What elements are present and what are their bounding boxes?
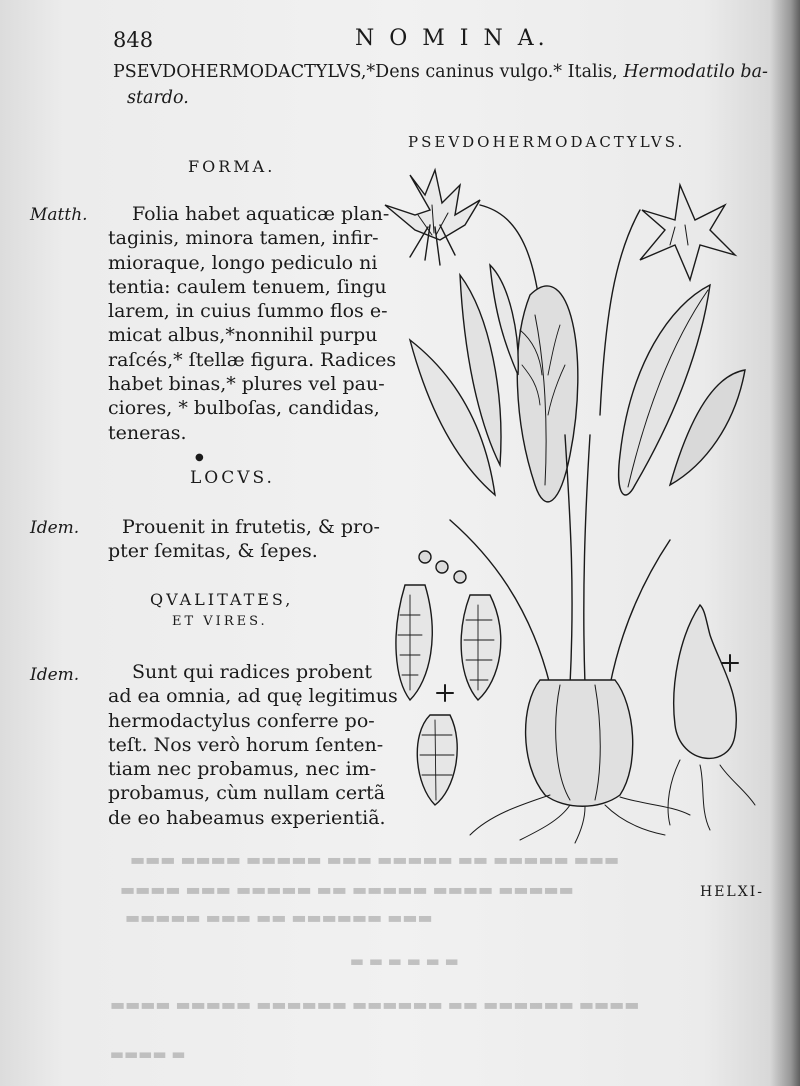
text-line: teneras. — [108, 421, 187, 444]
bleed-through-text: ▬ ▬▬▬▬ — [110, 1045, 186, 1063]
nomina-italic-text: Hermodatilo ba- — [623, 62, 768, 82]
locus-margin-note: Idem. — [30, 518, 80, 538]
seed-pod-icon — [417, 715, 457, 805]
figure-caption: PSEVDOHERMODACTYLVS. — [408, 133, 686, 151]
nomina-line — [113, 62, 768, 82]
forma-margin-note: Matth. — [30, 205, 88, 225]
locus-paragraph — [108, 515, 380, 564]
catchword: HELXI- — [700, 884, 764, 900]
running-title: N O M I N A. — [355, 26, 549, 51]
mottled-leaf-icon — [517, 286, 578, 502]
qualitates-margin-note: Idem. — [30, 665, 80, 685]
left-flower-icon — [385, 170, 480, 265]
text-line: hermodactylus conferre po- — [108, 709, 375, 732]
text-line: tiam nec probamus, nec im- — [108, 758, 377, 781]
text-line: ad ea omnia, ad quę legitimus — [108, 685, 398, 708]
text-line: Folia habet aquaticæ plan- — [132, 203, 390, 225]
seed-pod-icon — [461, 595, 501, 700]
bleed-through-text: ▬▬▬ ▬▬▬▬▬ ▬▬ ▬▬▬▬▬ ▬▬▬ ▬▬▬▬▬ ▬▬▬▬ ▬▬▬ — [130, 850, 620, 869]
text-line: mioraque, longo pediculo ni — [108, 251, 378, 274]
qualitates-paragraph — [108, 660, 398, 830]
nomina-main-text: PSEVDOHERMODACTYLVS,*Dens caninus vulgo.* Italis, — [113, 62, 618, 82]
forma-paragraph — [108, 202, 396, 445]
forma-heading: FORMA. — [188, 157, 276, 176]
text-line: tentia: caulem tenuem, ſingu — [108, 275, 387, 298]
bulb-icon — [526, 680, 633, 806]
bleed-through-text: ▬▬▬▬▬ ▬▬▬▬ ▬▬▬▬▬ ▬▬ ▬▬▬▬▬ ▬▬▬ ▬▬▬▬ — [120, 880, 574, 899]
page-gutter-shadow — [770, 0, 800, 1086]
bleed-through-text: ▬▬▬▬ ▬▬▬▬▬▬ ▬▬ ▬▬▬▬▬▬ ▬▬▬▬▬▬ ▬▬▬▬▬ ▬▬▬▬ — [110, 995, 640, 1014]
small-bulb-icon — [674, 605, 737, 758]
bleed-through-text: ▬▬▬ ▬▬▬▬▬▬ ▬▬ ▬▬▬ ▬▬▬▬▬ — [125, 908, 433, 927]
text-line: de eo habeamus experientiã. — [108, 806, 386, 829]
text-line: raſcés,* ſtellæ figura. Radices — [108, 348, 397, 371]
nomina-italic-continuation: stardo. — [127, 88, 189, 108]
text-line: Sunt qui radices probent — [132, 661, 372, 683]
text-line: pter ſemitas, & ſepes. — [108, 540, 318, 563]
seed-pod-icon — [396, 585, 432, 700]
text-line: Prouenit in frutetis, & pro- — [122, 516, 380, 538]
cross-mark-icon — [437, 685, 453, 701]
locus-heading: LOCVS. — [190, 468, 275, 488]
text-line: habet binas,* plures vel pau- — [108, 373, 385, 396]
qualitates-subheading: ET VIRES. — [172, 614, 268, 629]
right-flower-icon — [640, 185, 735, 280]
text-line: larem, in cuius ſummo flos e- — [108, 300, 388, 323]
text-line: taginis, minora tamen, infir- — [108, 227, 379, 250]
text-line: ciores, * bulboſas, candidas, — [108, 397, 380, 420]
qualitates-heading: QVALITATES, — [150, 590, 294, 609]
text-line: micat albus,*nonnihil purpu — [108, 324, 378, 347]
section-dot: ● — [195, 452, 204, 463]
text-line: teſt. Nos verò horum ſenten- — [108, 733, 384, 756]
botanical-woodcut-illustration — [370, 165, 760, 845]
text-line: probamus, cùm nullam certã — [108, 782, 386, 805]
page-number: 848 — [113, 28, 154, 52]
bleed-through-text: ▬ ▬ ▬ ▬ ▬ ▬ — [350, 952, 459, 970]
